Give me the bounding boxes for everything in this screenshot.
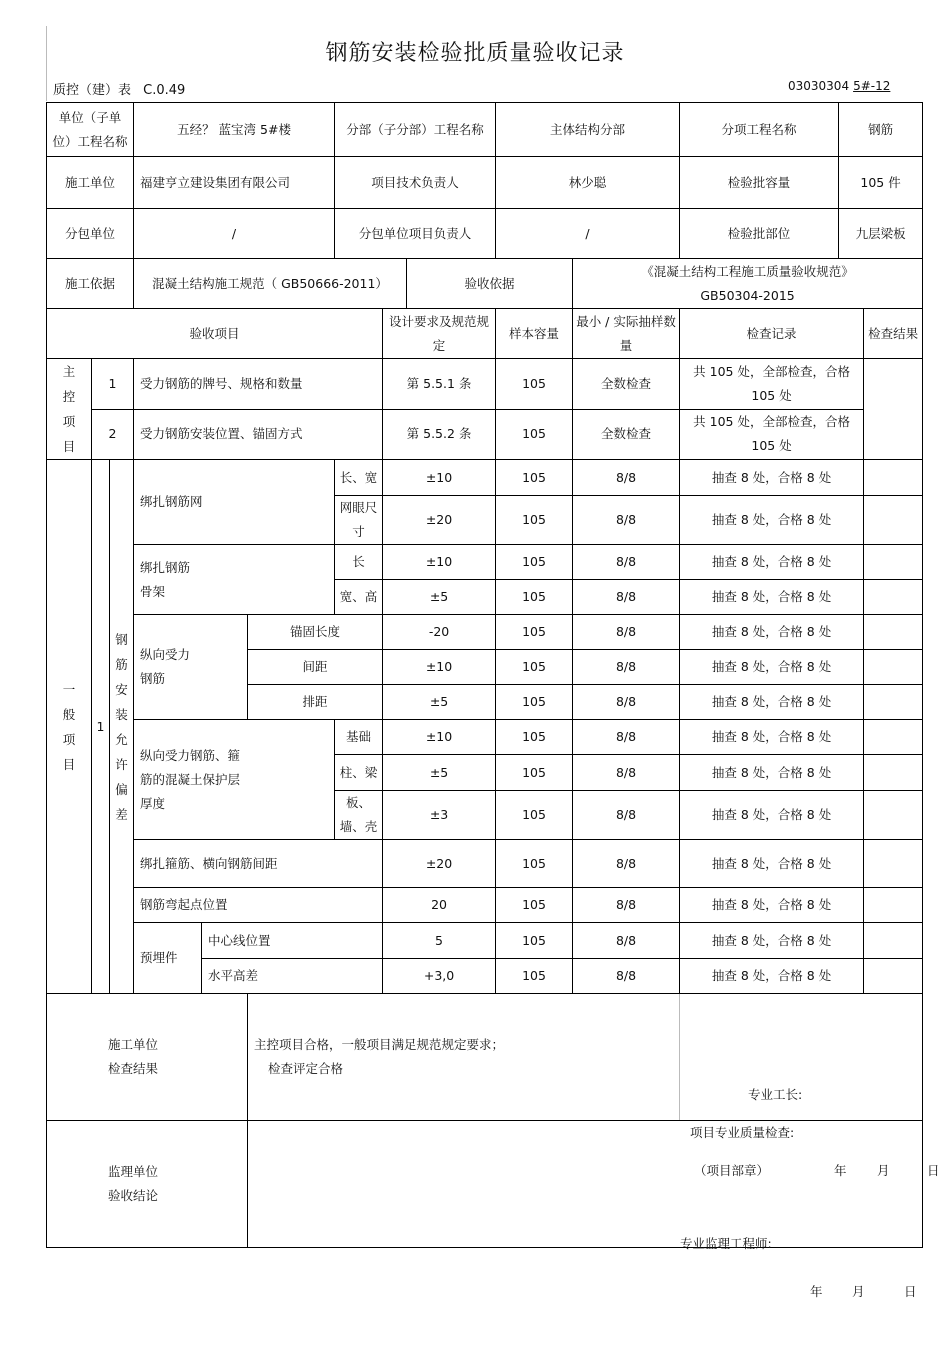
- sub-item: 间距: [248, 650, 383, 685]
- batch-location-value: 九层梁板: [839, 209, 923, 259]
- sub-item: 中心线位置: [202, 923, 383, 959]
- req: ±10: [383, 720, 496, 755]
- record: 抽查 8 处，合格 8 处: [680, 545, 864, 580]
- serial-prefix: 03030304: [788, 79, 850, 93]
- sub-item-label: 分项工程名称: [680, 103, 839, 157]
- month-label: 月: [852, 1284, 865, 1299]
- form-code-value: C.0.49: [143, 83, 186, 98]
- req: ±5: [383, 580, 496, 615]
- inspection-record-table: [46, 102, 940, 1299]
- sub-item: 宽、高: [335, 580, 383, 615]
- req: -20: [383, 615, 496, 650]
- subcontractor-label: 分包单位: [47, 209, 134, 259]
- min-actual: 8/8: [573, 791, 680, 840]
- col-min-actual: 最小 / 实际抽样数量: [573, 309, 680, 359]
- result: [864, 650, 923, 685]
- sample: 105: [496, 720, 573, 755]
- sub-division-value: 主体结构分部: [496, 103, 680, 157]
- month-label: 月: [877, 1163, 890, 1178]
- batch-capacity-value: 105 件: [839, 157, 923, 209]
- min-actual: 8/8: [573, 580, 680, 615]
- result: [864, 791, 923, 840]
- result: [864, 615, 923, 650]
- sample: 105: [496, 545, 573, 580]
- sample: 105: [496, 888, 573, 923]
- result: [864, 888, 923, 923]
- result: [864, 580, 923, 615]
- result: [864, 496, 923, 545]
- col-result: 检查结果: [864, 309, 923, 359]
- record: 抽查 8 处，合格 8 处: [680, 755, 864, 791]
- sub-item: 长、宽: [335, 460, 383, 496]
- batch-location-label: 检验批部位: [680, 209, 839, 259]
- quality-inspector-label: 项目专业质量检查:: [690, 1125, 795, 1140]
- batch-capacity-label: 检验批容量: [680, 157, 839, 209]
- req: 20: [383, 888, 496, 923]
- result: [864, 460, 923, 496]
- constructor-label: 施工单位: [47, 157, 134, 209]
- col-item: 验收项目: [47, 309, 383, 359]
- general-group-label: 一般项目: [47, 460, 92, 994]
- req: 5: [383, 923, 496, 959]
- sample: 105: [496, 685, 573, 720]
- acceptance-basis-label: 验收依据: [407, 259, 573, 309]
- col-record: 检查记录: [680, 309, 864, 359]
- main-control-record: 共 105 处，全部检查，合格 105 处: [680, 359, 864, 410]
- result: [864, 959, 923, 994]
- sub-item: 绑扎箍筋、横向钢筋间距: [134, 840, 383, 888]
- record: 抽查 8 处，合格 8 处: [680, 460, 864, 496]
- record: 抽查 8 处，合格 8 处: [680, 650, 864, 685]
- min-actual: 8/8: [573, 923, 680, 959]
- req: ±5: [383, 755, 496, 791]
- acceptance-basis-value: [573, 259, 923, 309]
- tech-lead-label: 项目技术负责人: [335, 157, 496, 209]
- sub-item: 板、墙、壳: [335, 791, 383, 840]
- sub-item: 锚固长度: [248, 615, 383, 650]
- day-label: 日: [927, 1163, 940, 1178]
- req: ±5: [383, 685, 496, 720]
- result: [864, 840, 923, 888]
- record: 抽查 8 处，合格 8 处: [680, 580, 864, 615]
- sub-item: 钢筋弯起点位置: [134, 888, 383, 923]
- basis-label: 施工依据: [47, 259, 134, 309]
- sample: 105: [496, 460, 573, 496]
- sample: 105: [496, 615, 573, 650]
- sample: 105: [496, 791, 573, 840]
- form-code: [53, 79, 185, 98]
- sample: 105: [496, 923, 573, 959]
- min-actual: 8/8: [573, 460, 680, 496]
- main-control-item: 受力钢筋安装位置、锚固方式: [134, 409, 383, 460]
- page-title: 钢筋安装检验批质量验收记录: [325, 41, 625, 66]
- unit-project-value: 五经？ 蓝宝湾 5#楼: [134, 103, 335, 157]
- main-control-min: 全数检查: [573, 359, 680, 410]
- col-design-req: 设计要求及规范规定: [383, 309, 496, 359]
- sample: 105: [496, 496, 573, 545]
- record: 抽查 8 处，合格 8 处: [680, 685, 864, 720]
- main-control-result: [864, 359, 923, 460]
- sub-item: 水平高差: [202, 959, 383, 994]
- col-sample: 样本容量: [496, 309, 573, 359]
- supervision-label: 监理单位 验收结论: [47, 1121, 248, 1248]
- sample: 105: [496, 580, 573, 615]
- unit-project-label: 单位（子单位）工程名称: [47, 103, 134, 157]
- sample: 105: [496, 959, 573, 994]
- foreman-label: 专业工长:: [748, 1087, 803, 1102]
- sub-division-label: 分部（子分部）工程名称: [335, 103, 496, 157]
- construction-check-label: 施工单位 检查结果: [47, 994, 248, 1121]
- sub-lead-label: 分包单位项目负责人: [335, 209, 496, 259]
- req: ±10: [383, 460, 496, 496]
- main-control-record: 共 105 处，全部检查，合格 105 处: [680, 409, 864, 460]
- deviation-label: 钢筋安装允许偏差: [110, 460, 134, 994]
- req: ±10: [383, 545, 496, 580]
- construction-sign-area: [680, 994, 940, 1178]
- result: [864, 545, 923, 580]
- req: ±10: [383, 650, 496, 685]
- min-actual: 8/8: [573, 720, 680, 755]
- sub-item: 基础: [335, 720, 383, 755]
- record: 抽查 8 处，合格 8 处: [680, 720, 864, 755]
- year-label: 年: [834, 1163, 847, 1178]
- min-actual: 8/8: [573, 615, 680, 650]
- acceptance-basis-line1: 《混凝土结构工程施工质量验收规范》: [641, 263, 854, 279]
- cat-embed: 预埋件: [134, 923, 202, 994]
- result: [864, 923, 923, 959]
- req: ±20: [383, 840, 496, 888]
- cat-long: 纵向受力钢筋: [134, 615, 248, 720]
- min-actual: 8/8: [573, 685, 680, 720]
- form-code-label: 质控（建）表: [53, 83, 132, 98]
- record: 抽查 8 处，合格 8 处: [680, 959, 864, 994]
- day-label: 日: [904, 1284, 917, 1299]
- sub-lead-value: /: [496, 209, 680, 259]
- basis-value: 混凝土结构施工规范（ GB50666-2011）: [134, 259, 407, 309]
- year-label: 年: [810, 1284, 823, 1299]
- min-actual: 8/8: [573, 496, 680, 545]
- min-actual: 8/8: [573, 840, 680, 888]
- main-control-min: 全数检查: [573, 409, 680, 460]
- min-actual: 8/8: [573, 545, 680, 580]
- record: 抽查 8 处，合格 8 处: [680, 791, 864, 840]
- general-no: 1: [92, 460, 110, 994]
- main-control-sample: 105: [496, 359, 573, 410]
- subcontractor-value: /: [134, 209, 335, 259]
- req: ±3: [383, 791, 496, 840]
- result: [864, 720, 923, 755]
- req: ±20: [383, 496, 496, 545]
- cat-frame: 绑扎钢筋骨架: [134, 545, 335, 615]
- record: 抽查 8 处，合格 8 处: [680, 496, 864, 545]
- result: [864, 685, 923, 720]
- result: [864, 755, 923, 791]
- supervision-engineer-label: 专业监理工程师:: [680, 1236, 772, 1251]
- sample: 105: [496, 650, 573, 685]
- serial-number: [788, 79, 904, 93]
- sub-item-value: 钢筋: [839, 103, 923, 157]
- sub-item: 排距: [248, 685, 383, 720]
- cat-cover: 纵向受力钢筋、箍筋的混凝土保护层厚度: [134, 720, 335, 840]
- supervision-sign-area: [248, 1121, 923, 1299]
- constructor-value: 福建亨立建设集团有限公司: [134, 157, 335, 209]
- record: 抽查 8 处，合格 8 处: [680, 923, 864, 959]
- record: 抽查 8 处，合格 8 处: [680, 888, 864, 923]
- main-control-group-label: 主控项目: [47, 359, 92, 460]
- seal-label: （项目部章）: [694, 1163, 770, 1178]
- construction-check-text: 主控项目合格，一般项目满足规范规定要求； 检查评定合格: [248, 994, 680, 1121]
- cat-mesh: 绑扎钢筋网: [134, 460, 335, 545]
- sub-item: 长: [335, 545, 383, 580]
- main-control-item: 受力钢筋的牌号、规格和数量: [134, 359, 383, 410]
- main-control-no: 2: [92, 409, 134, 460]
- acceptance-basis-line2: GB50304-2015: [700, 287, 795, 303]
- req: +3,0: [383, 959, 496, 994]
- min-actual: 8/8: [573, 959, 680, 994]
- main-control-no: 1: [92, 359, 134, 410]
- sample: 105: [496, 840, 573, 888]
- record: 抽查 8 处，合格 8 处: [680, 615, 864, 650]
- min-actual: 8/8: [573, 650, 680, 685]
- sub-item: 柱、梁: [335, 755, 383, 791]
- main-control-sample: 105: [496, 409, 573, 460]
- sample: 105: [496, 755, 573, 791]
- main-control-req: 第 5.5.2 条: [383, 409, 496, 460]
- record: 抽查 8 处，合格 8 处: [680, 840, 864, 888]
- sub-item: 网眼尺寸: [335, 496, 383, 545]
- min-actual: 8/8: [573, 755, 680, 791]
- min-actual: 8/8: [573, 888, 680, 923]
- tech-lead-value: 林少聪: [496, 157, 680, 209]
- serial-suffix: 5#-12: [853, 79, 891, 93]
- main-control-req: 第 5.5.1 条: [383, 359, 496, 410]
